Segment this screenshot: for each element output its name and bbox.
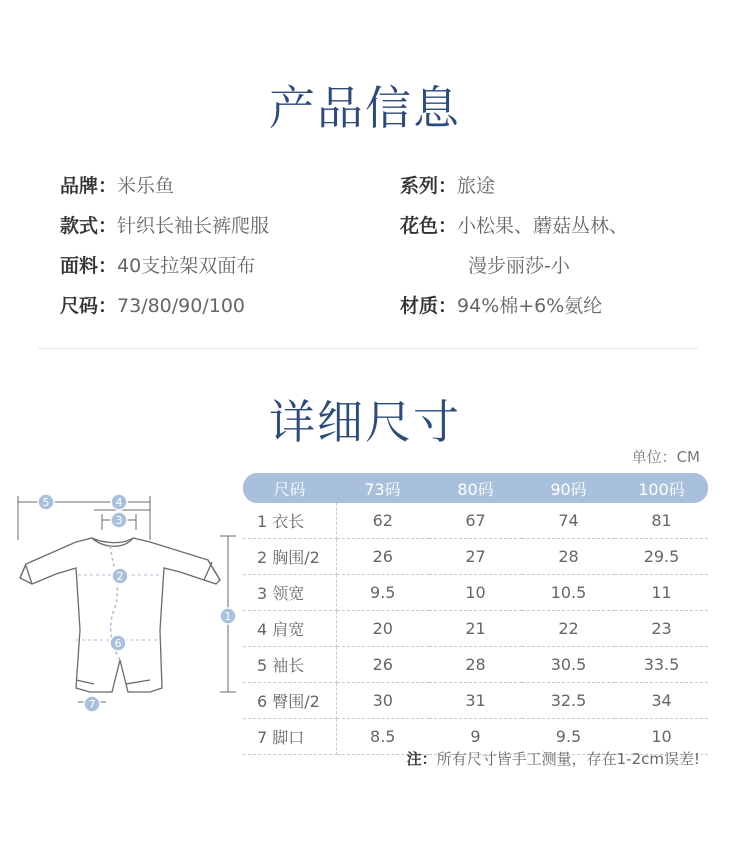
table-cell: 8.5	[336, 719, 429, 755]
table-cell: 62	[336, 503, 429, 539]
info-key: 面料：	[60, 255, 118, 277]
table-cell: 5 袖长	[243, 647, 336, 683]
table-cell: 10	[429, 575, 522, 611]
table-cell: 29.5	[615, 539, 708, 575]
dimension-lines	[18, 496, 236, 702]
table-cell: 26	[336, 539, 429, 575]
info-value: 73/80/90/100	[117, 295, 246, 317]
table-cell: 23	[615, 611, 708, 647]
table-cell: 28	[429, 647, 522, 683]
table-cell: 11	[615, 575, 708, 611]
note-text: 所有尺寸皆手工测量，存在1-2cm误差!	[436, 750, 700, 768]
size-detail-title: 详细尺寸	[269, 395, 461, 449]
measurement-note	[407, 748, 700, 769]
info-key: 款式：	[60, 215, 118, 237]
info-value: 针织长袖长裤爬服	[117, 215, 270, 237]
table-cell: 22	[522, 611, 615, 647]
info-value: 米乐鱼	[117, 175, 175, 197]
table-cell: 6 臀围/2	[243, 683, 336, 719]
info-value: 小松果、蘑菇丛林、	[457, 215, 629, 237]
table-cell: 27	[429, 539, 522, 575]
table-cell: 21	[429, 611, 522, 647]
marker-labels	[43, 496, 232, 711]
size-table-body	[243, 503, 708, 755]
product-info-title: 产品信息	[269, 81, 461, 135]
info-value: 旅途	[457, 175, 496, 197]
marker-label: 6	[114, 637, 122, 650]
note-key: 注：	[406, 750, 437, 768]
marker-label: 2	[116, 570, 124, 583]
table-cell: 32.5	[522, 683, 615, 719]
table-cell: 7 脚口	[243, 719, 336, 755]
table-cell: 34	[615, 683, 708, 719]
info-row-style	[60, 206, 269, 246]
marker-label: 1	[224, 610, 232, 623]
info-row-series	[400, 166, 628, 206]
info-key: 品牌：	[60, 175, 118, 197]
unit-label: 单位：CM	[631, 448, 700, 466]
table-cell: 26	[336, 647, 429, 683]
info-key: 尺码：	[60, 295, 118, 317]
marker-circles	[38, 494, 236, 712]
table-row	[243, 503, 708, 539]
info-row-material	[400, 286, 628, 326]
marker-label: 4	[115, 496, 123, 509]
table-row	[243, 611, 708, 647]
product-info-left	[60, 166, 269, 326]
info-value: 漫步丽莎-小	[468, 255, 570, 277]
table-cell: 31	[429, 683, 522, 719]
table-cell: 33.5	[615, 647, 708, 683]
marker-label: 3	[115, 514, 123, 527]
table-cell: 28	[522, 539, 615, 575]
table-cell: 9	[429, 719, 522, 755]
table-row	[243, 539, 708, 575]
info-key: 花色：	[400, 215, 458, 237]
info-row-size	[60, 286, 269, 326]
info-row-fabric	[60, 246, 269, 286]
romper-outline	[20, 538, 220, 692]
header-cell: 100码	[615, 473, 708, 503]
table-row	[243, 575, 708, 611]
size-table	[243, 473, 708, 755]
table-cell: 10	[615, 719, 708, 755]
product-info-right	[400, 166, 628, 326]
marker-label: 7	[88, 698, 96, 711]
info-value: 94%棉+6%氨纶	[457, 295, 603, 317]
info-row-brand	[60, 166, 269, 206]
table-cell: 3 领宽	[243, 575, 336, 611]
table-cell: 1 衣长	[243, 503, 336, 539]
table-row	[243, 647, 708, 683]
table-cell: 30	[336, 683, 429, 719]
info-row-pattern	[400, 206, 628, 246]
info-row-pattern-cont	[400, 246, 628, 286]
table-cell: 10.5	[522, 575, 615, 611]
table-cell: 20	[336, 611, 429, 647]
header-cell: 尺码	[243, 473, 336, 503]
table-cell: 9.5	[336, 575, 429, 611]
table-cell: 74	[522, 503, 615, 539]
table-cell: 9.5	[522, 719, 615, 755]
section-divider	[38, 348, 698, 349]
info-key: 系列：	[400, 175, 458, 197]
table-cell: 30.5	[522, 647, 615, 683]
table-cell: 2 胸围/2	[243, 539, 336, 575]
info-value: 40支拉架双面布	[117, 255, 256, 277]
romper-diagram	[10, 480, 240, 720]
table-cell: 81	[615, 503, 708, 539]
size-table-header	[243, 473, 708, 503]
table-cell: 67	[429, 503, 522, 539]
header-cell: 73码	[336, 473, 429, 503]
header-cell: 90码	[522, 473, 615, 503]
marker-label: 5	[42, 496, 50, 509]
table-row	[243, 683, 708, 719]
info-key: 材质：	[400, 295, 458, 317]
header-cell: 80码	[429, 473, 522, 503]
table-cell: 4 肩宽	[243, 611, 336, 647]
